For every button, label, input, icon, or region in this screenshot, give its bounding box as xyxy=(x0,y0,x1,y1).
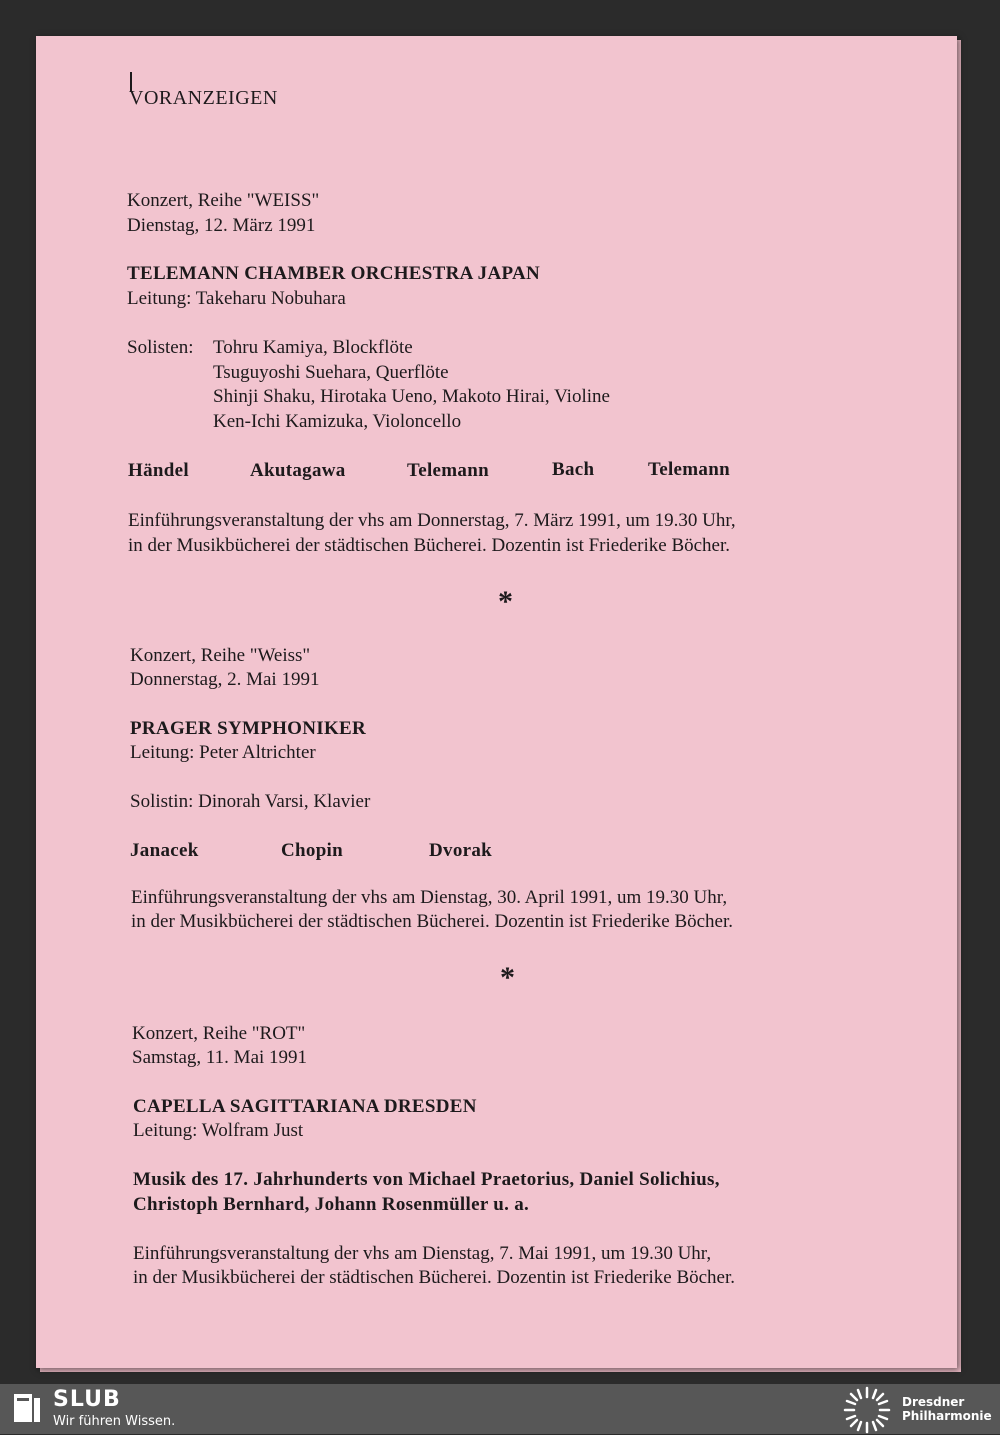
event1-conductor: Leitung: Takeharu Nobuhara xyxy=(127,288,346,309)
event1-ensemble: TELEMANN CHAMBER ORCHESTRA JAPAN xyxy=(127,263,541,284)
event2-series: Konzert, Reihe "Weiss" xyxy=(130,645,311,666)
event1-composer: Telemann xyxy=(648,459,730,480)
event2-soloist: Solistin: Dinorah Varsi, Klavier xyxy=(130,791,371,812)
event1-intro-line: Einführungsveranstaltung der vhs am Donnerstag, 7. März 1991, um 19.30 Uhr, xyxy=(128,510,736,531)
event3-program-line: Christoph Bernhard, Johann Rosenmüller u. a. xyxy=(133,1194,530,1215)
event1-series: Konzert, Reihe "WEISS" xyxy=(127,190,320,211)
event1-intro-line: in der Musikbücherei der städtischen Bücherei. Dozentin ist Friederike Böcher. xyxy=(128,535,731,556)
event3-conductor: Leitung: Wolfram Just xyxy=(133,1120,304,1141)
event2-conductor: Leitung: Peter Altrichter xyxy=(130,742,316,763)
event2-composer: Chopin xyxy=(281,840,344,861)
event2-composer: Dvorak xyxy=(429,840,493,861)
event3-series: Konzert, Reihe "ROT" xyxy=(132,1023,306,1044)
event3-ensemble: CAPELLA SAGITTARIANA DRESDEN xyxy=(133,1096,477,1117)
separator-asterisk: * xyxy=(498,585,513,618)
event1-composer: Telemann xyxy=(407,460,489,481)
sheet-content xyxy=(36,36,957,1368)
event1-soloist: Tohru Kamiya, Blockflöte xyxy=(213,337,413,358)
event1-soloist: Ken-Ichi Kamizuka, Violoncello xyxy=(213,411,462,432)
event3-date: Samstag, 11. Mai 1991 xyxy=(132,1047,308,1068)
event1-composer: Händel xyxy=(128,460,189,481)
event1-date: Dienstag, 12. März 1991 xyxy=(127,215,316,236)
program-sheet xyxy=(36,36,957,1368)
event1-soloists-label: Solisten: xyxy=(127,337,194,358)
event2-intro-line: in der Musikbücherei der städtischen Bücherei. Dozentin ist Friederike Böcher. xyxy=(131,911,734,932)
event2-composer: Janacek xyxy=(130,840,199,861)
event3-intro-line: in der Musikbücherei der städtischen Bücherei. Dozentin ist Friederike Böcher. xyxy=(133,1267,736,1288)
footer-bar xyxy=(0,1384,1000,1434)
event2-intro-line: Einführungsveranstaltung der vhs am Dienstag, 30. April 1991, um 19.30 Uhr, xyxy=(131,887,728,908)
slub-tagline: Wir führen Wissen. xyxy=(53,1414,176,1429)
event1-composer: Akutagawa xyxy=(250,460,346,481)
partner-name-line1: Dresdner xyxy=(902,1395,965,1409)
event1-soloist: Tsuguyoshi Suehara, Querflöte xyxy=(213,362,449,383)
event1-composer: Bach xyxy=(552,459,595,480)
partner-name xyxy=(902,1395,992,1423)
separator-asterisk: * xyxy=(500,961,515,994)
book-stack-icon xyxy=(12,1390,42,1426)
page-heading: VORANZEIGEN xyxy=(129,87,278,109)
event1-soloist: Shinji Shaku, Hirotaka Ueno, Makoto Hirai, Violine xyxy=(213,386,610,407)
event3-program-line: Musik des 17. Jahrhunderts von Michael Praetorius, Daniel Solichius, xyxy=(133,1169,720,1190)
slub-name: SLUB xyxy=(53,1387,121,1412)
sunburst-icon xyxy=(842,1385,892,1435)
partner-name-line2: Philharmonie xyxy=(902,1409,992,1423)
event3-intro-line: Einführungsveranstaltung der vhs am Dienstag, 7. Mai 1991, um 19.30 Uhr, xyxy=(133,1243,712,1264)
event2-date: Donnerstag, 2. Mai 1991 xyxy=(130,669,320,690)
event2-ensemble: PRAGER SYMPHONIKER xyxy=(130,718,367,739)
